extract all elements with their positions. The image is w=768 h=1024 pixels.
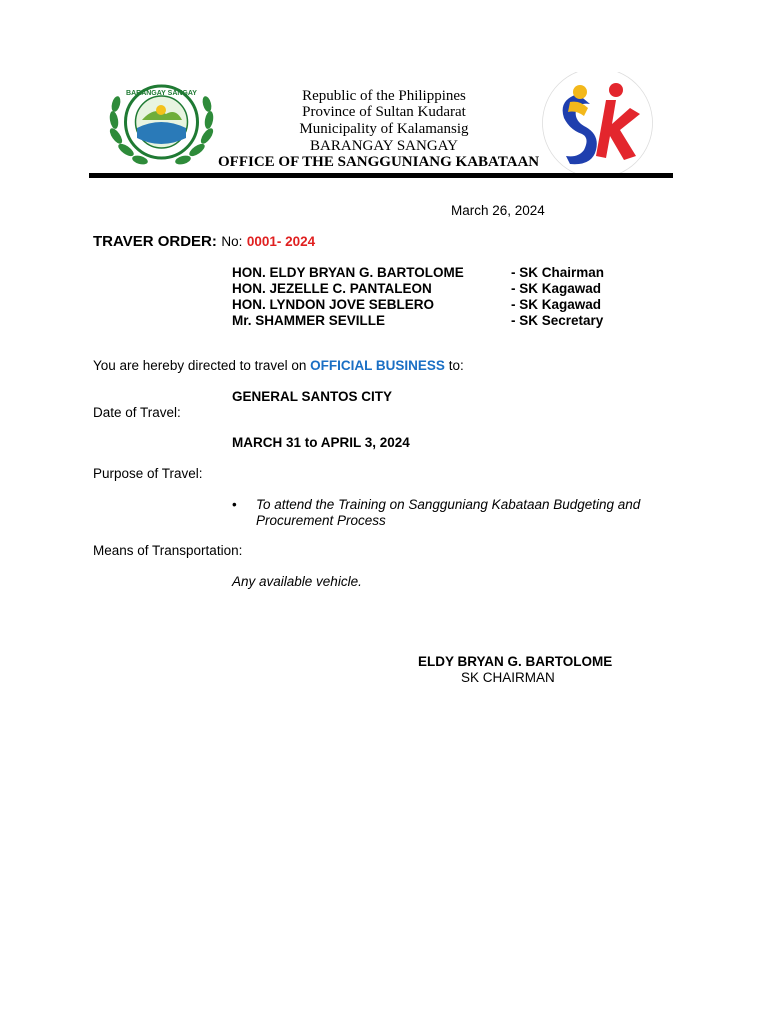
order-number: 0001- 2024 — [246, 234, 316, 249]
header-line-republic: Republic of the Philippines — [302, 88, 466, 104]
directive-before: You are hereby directed to travel on — [93, 358, 307, 373]
signatory-title: SK CHAIRMAN — [461, 670, 555, 685]
directive-after: to: — [448, 358, 464, 373]
personnel-position: - SK Secretary — [511, 313, 604, 328]
svg-text:BARANGAY SANGAY: BARANGAY SANGAY — [126, 90, 197, 97]
destination: GENERAL SANTOS CITY — [232, 389, 393, 404]
order-label: TRAVER ORDER: — [93, 233, 217, 250]
order-no-label: No: — [221, 234, 243, 249]
header-line-municipality: Municipality of Kalamansig — [299, 121, 469, 137]
purpose-text-line2: Procurement Process — [256, 513, 386, 528]
personnel-position: - SK Kagawad — [511, 281, 602, 296]
order-line — [93, 233, 315, 251]
personnel-name: HON. JEZELLE C. PANTALEON — [232, 281, 432, 296]
official-business-text: OFFICIAL BUSINESS — [310, 358, 445, 373]
transport-label: Means of Transportation: — [93, 543, 243, 558]
personnel-name: HON. ELDY BRYAN G. BARTOLOME — [232, 265, 464, 280]
personnel-position: - SK Kagawad — [511, 297, 602, 312]
sk-logo — [540, 72, 655, 174]
directive-line — [93, 358, 464, 373]
office-title: OFFICE OF THE SANGGUNIANG KABATAAN — [218, 154, 540, 170]
purpose-bullet: • — [232, 497, 237, 512]
header-divider — [89, 173, 673, 178]
personnel-position: - SK Chairman — [511, 265, 605, 280]
purpose-text-line1: To attend the Training on Sangguniang Kabataan Budgeting and — [256, 497, 641, 512]
personnel-name: Mr. SHAMMER SEVILLE — [232, 313, 386, 328]
date-of-travel-label: Date of Travel: — [93, 405, 181, 420]
personnel-name: HON. LYNDON JOVE SEBLERO — [232, 297, 435, 312]
date-of-travel-value: MARCH 31 to APRIL 3, 2024 — [232, 435, 410, 450]
header-line-province: Province of Sultan Kudarat — [302, 104, 466, 120]
barangay-seal-logo — [104, 80, 219, 168]
header-line-barangay: BARANGAY SANGAY — [310, 138, 458, 154]
signatory-name: ELDY BRYAN G. BARTOLOME — [418, 654, 613, 669]
document-date: March 26, 2024 — [451, 203, 545, 218]
transport-value: Any available vehicle. — [232, 574, 362, 589]
purpose-label: Purpose of Travel: — [93, 466, 203, 481]
